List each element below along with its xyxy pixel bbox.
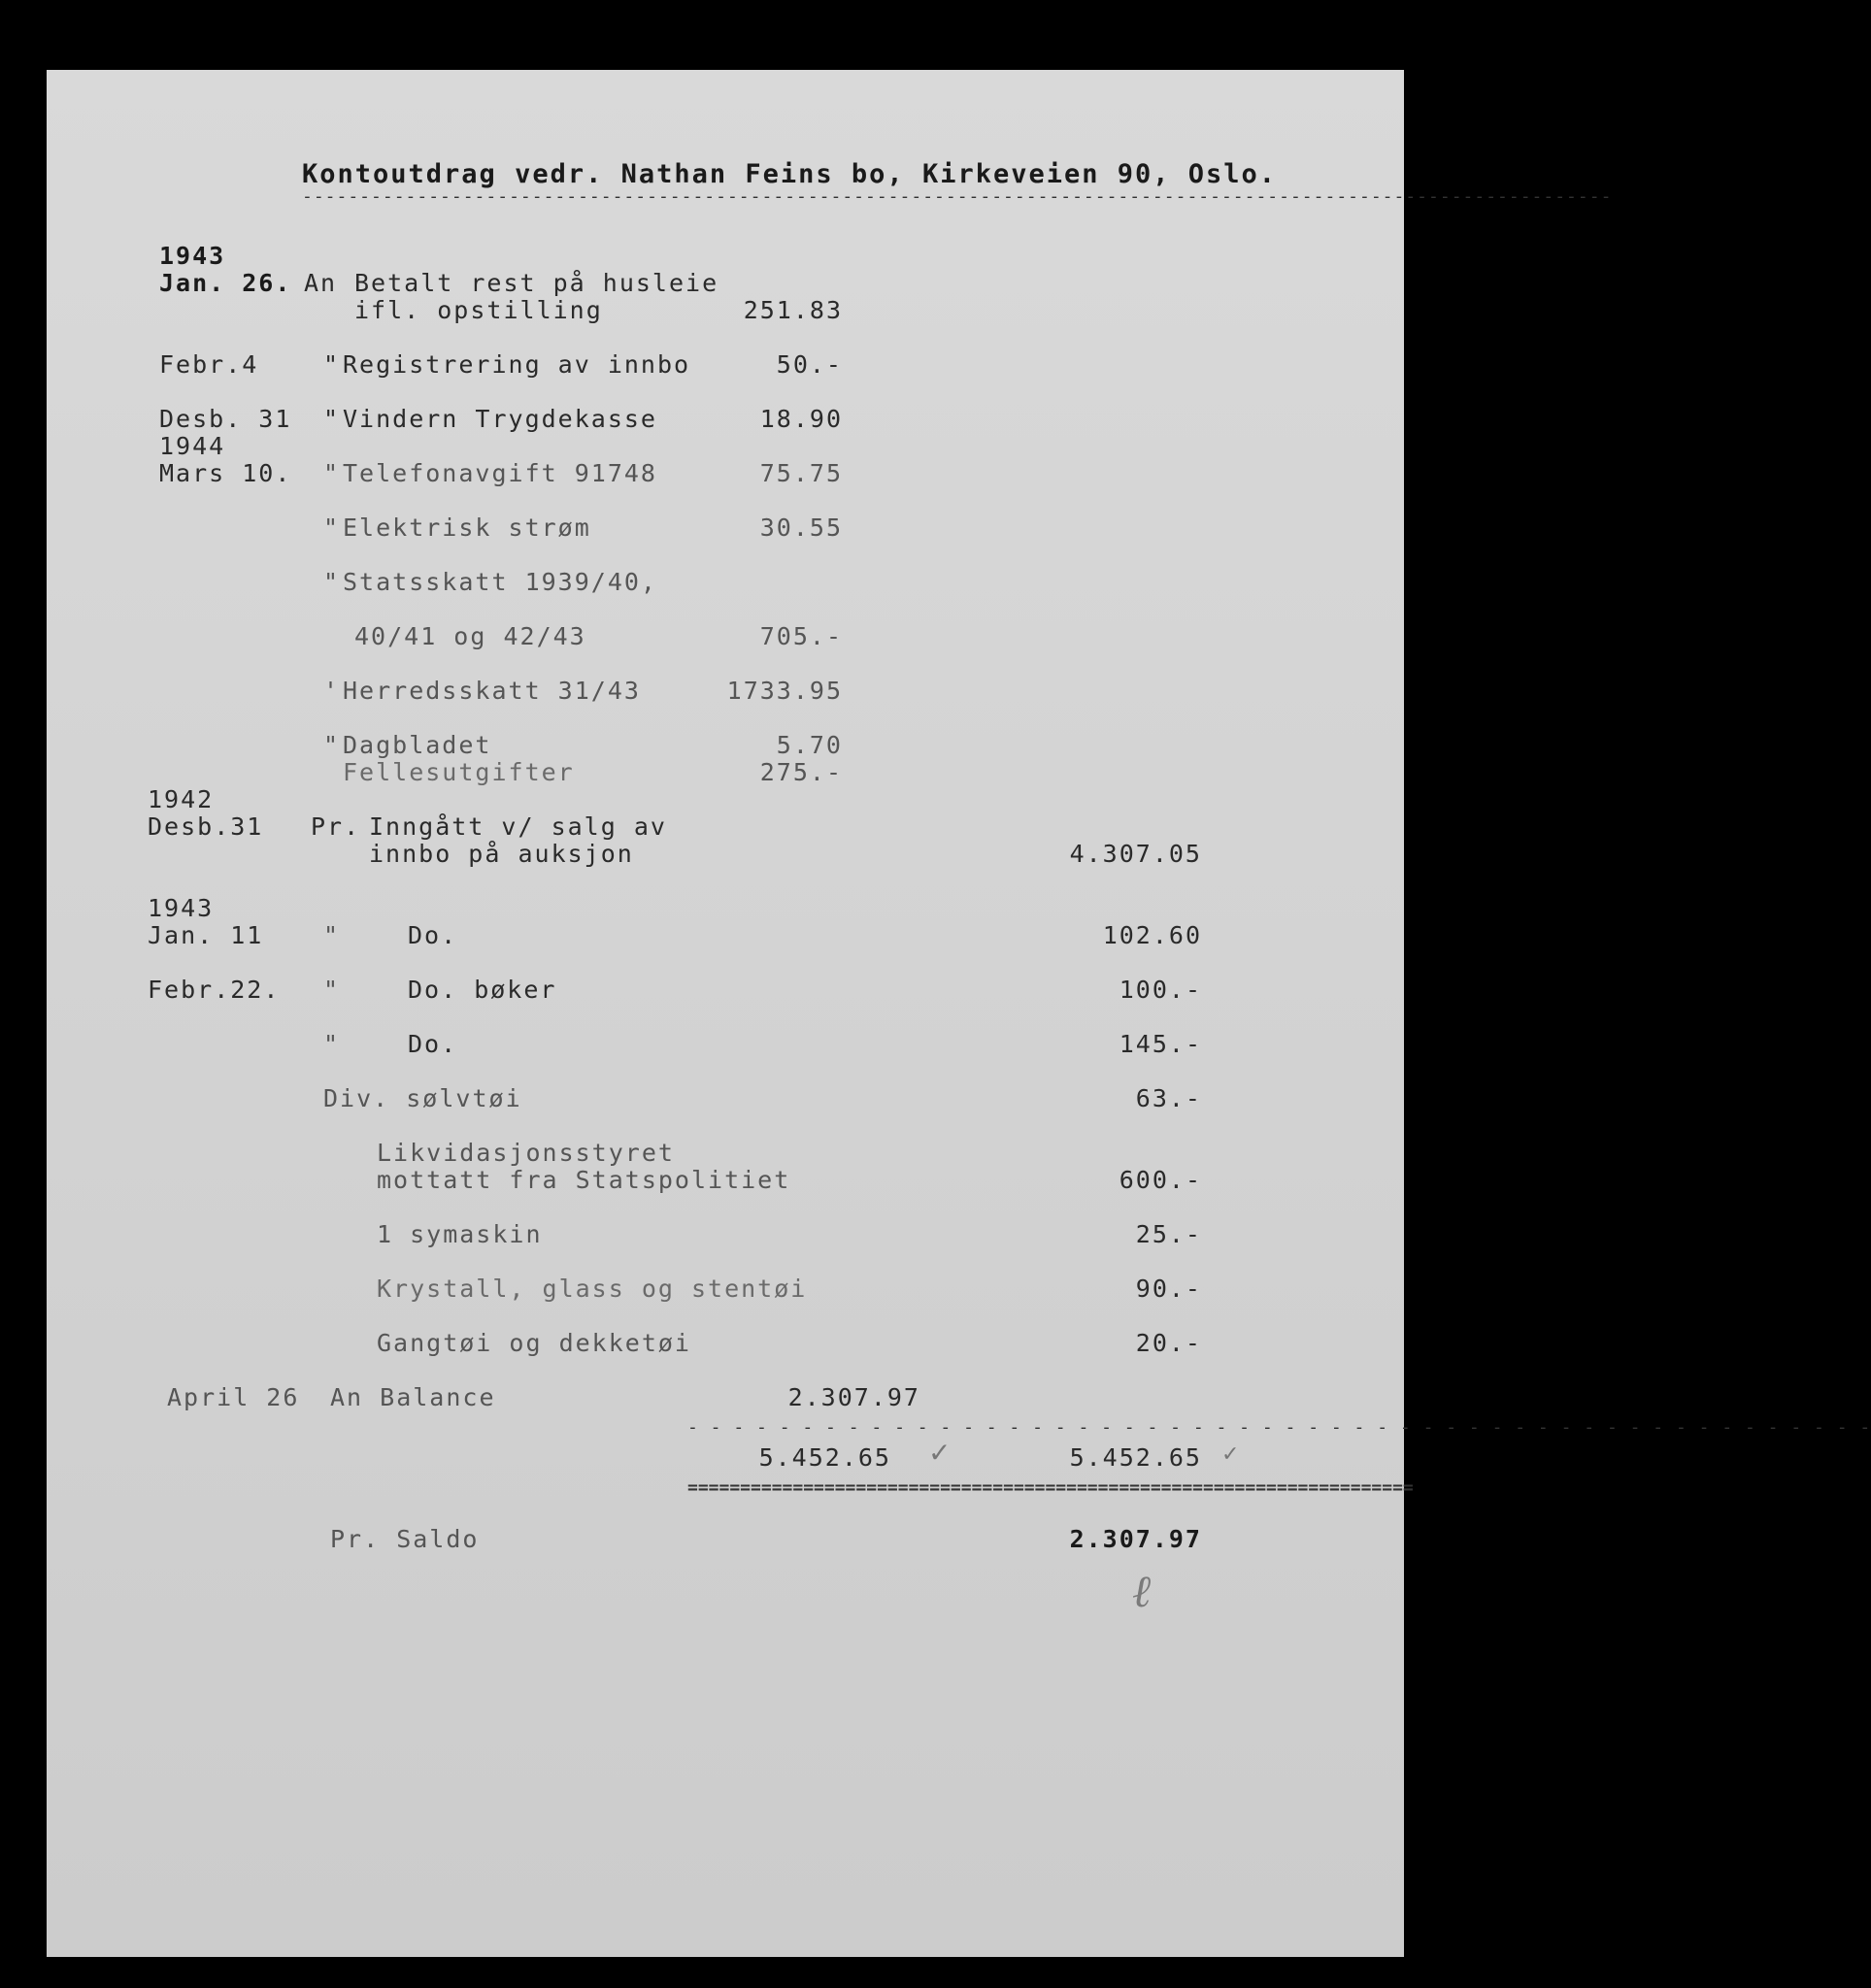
entry-description: Fellesutgifter	[343, 758, 575, 786]
entry-amount: 20.-	[1135, 1329, 1202, 1357]
tick-mark-icon: ✓	[928, 1437, 952, 1469]
entry-description: Dagbladet	[343, 731, 492, 759]
entry-amount: 5.70	[776, 731, 843, 759]
entry-amount: 145.-	[1119, 1030, 1202, 1058]
entry-year: 1942	[148, 785, 215, 813]
entry-description: Herredsskatt 31/43	[343, 677, 641, 705]
entry-side: "	[323, 350, 341, 379]
entry-description: Krystall, glass og stentøi	[377, 1275, 808, 1303]
totals-rule: - - - - - - - - - - - - - - - - - - - - - - - - - - - - - - - - - - - - - - - - - - - - - - - - - - - -	[687, 1417, 1871, 1438]
entry-date: Jan. 26.	[159, 269, 292, 297]
entry-amount: 4.307.05	[1069, 840, 1202, 868]
entry-description: Betalt rest på husleie	[354, 269, 719, 297]
entry-side: An	[304, 269, 338, 297]
entry-year: 1943	[148, 894, 215, 922]
balance-label: An Balance	[330, 1383, 496, 1411]
entry-amount: 63.-	[1135, 1084, 1202, 1112]
entry-side: "	[323, 731, 341, 759]
entry-amount: 30.55	[759, 514, 843, 542]
entry-date: Desb. 31	[159, 405, 292, 433]
entry-amount: 90.-	[1135, 1275, 1202, 1303]
entry-amount: 251.83	[743, 296, 843, 324]
entry-side: "	[323, 921, 341, 949]
document-title: Kontoutdrag vedr. Nathan Feins bo, Kirkeveien 90, Oslo.	[302, 159, 1278, 189]
entry-description: Statsskatt 1939/40,	[343, 568, 657, 596]
entry-date: Desb.31	[148, 812, 264, 841]
document-paper	[47, 70, 1871, 1957]
entry-description: Elektrisk strøm	[343, 514, 591, 542]
entry-amount: 50.-	[776, 350, 843, 379]
balance-amount: 2.307.97	[787, 1383, 920, 1411]
entry-year: 1943	[159, 242, 226, 270]
double-rule: =====================================================================	[687, 1477, 1414, 1498]
entry-side: "	[323, 976, 341, 1004]
entry-amount: 600.-	[1119, 1166, 1202, 1194]
entry-description: Do.	[408, 921, 458, 949]
entry-date: Jan. 11	[148, 921, 264, 949]
entry-description: Inngått v/ salg av	[369, 812, 667, 841]
entry-description: Div. sølvtøi	[323, 1084, 522, 1112]
entry-description: Registrering av innbo	[343, 350, 691, 379]
entry-side: "	[323, 405, 341, 433]
entry-description: Telefonavgift 91748	[343, 459, 657, 487]
entry-date: Mars 10.	[159, 459, 292, 487]
entry-side: "	[323, 568, 341, 596]
entry-side: Pr.	[311, 812, 361, 841]
entry-description: Vindern Trygdekasse	[343, 405, 657, 433]
entry-description: Gangtøi og dekketøi	[377, 1329, 691, 1357]
entry-description-cont: mottatt fra Statspolitiet	[377, 1166, 791, 1194]
saldo-label: Pr. Saldo	[330, 1525, 480, 1553]
entry-amount: 1733.95	[726, 677, 843, 705]
credit-total: 5.452.65	[1069, 1443, 1202, 1472]
entry-description: Do. bøker	[408, 976, 557, 1004]
tick-mark-icon: ✓	[1221, 1442, 1240, 1467]
balance-date: April 26	[167, 1383, 300, 1411]
entry-amount: 25.-	[1135, 1220, 1202, 1248]
entry-description: Likvidasjonsstyret	[377, 1139, 675, 1167]
entry-side: '	[323, 677, 341, 705]
entry-amount: 100.-	[1119, 976, 1202, 1004]
entry-date: Febr.4	[159, 350, 259, 379]
debit-total: 5.452.65	[758, 1443, 891, 1472]
entry-date: Febr.22.	[148, 976, 281, 1004]
title-underline: ------------------------------------------------------------------------------------------------------------------	[302, 186, 1613, 207]
entry-description-cont: ifl. opstilling	[354, 296, 603, 324]
pen-mark-icon: ℓ	[1132, 1565, 1152, 1617]
entry-amount: 18.90	[759, 405, 843, 433]
saldo-amount: 2.307.97	[1069, 1525, 1202, 1553]
entry-amount: 275.-	[759, 758, 843, 786]
entry-side: "	[323, 459, 341, 487]
entry-amount: 102.60	[1102, 921, 1202, 949]
entry-amount: 705.-	[759, 622, 843, 650]
entry-amount: 75.75	[759, 459, 843, 487]
entry-description: 1 symaskin	[377, 1220, 543, 1248]
entry-description-cont: innbo på auksjon	[369, 840, 634, 868]
entry-description-cont: 40/41 og 42/43	[354, 622, 586, 650]
entry-year: 1944	[159, 432, 226, 460]
entry-side: "	[323, 514, 341, 542]
entry-description: Do.	[408, 1030, 458, 1058]
entry-side: "	[323, 1030, 341, 1058]
